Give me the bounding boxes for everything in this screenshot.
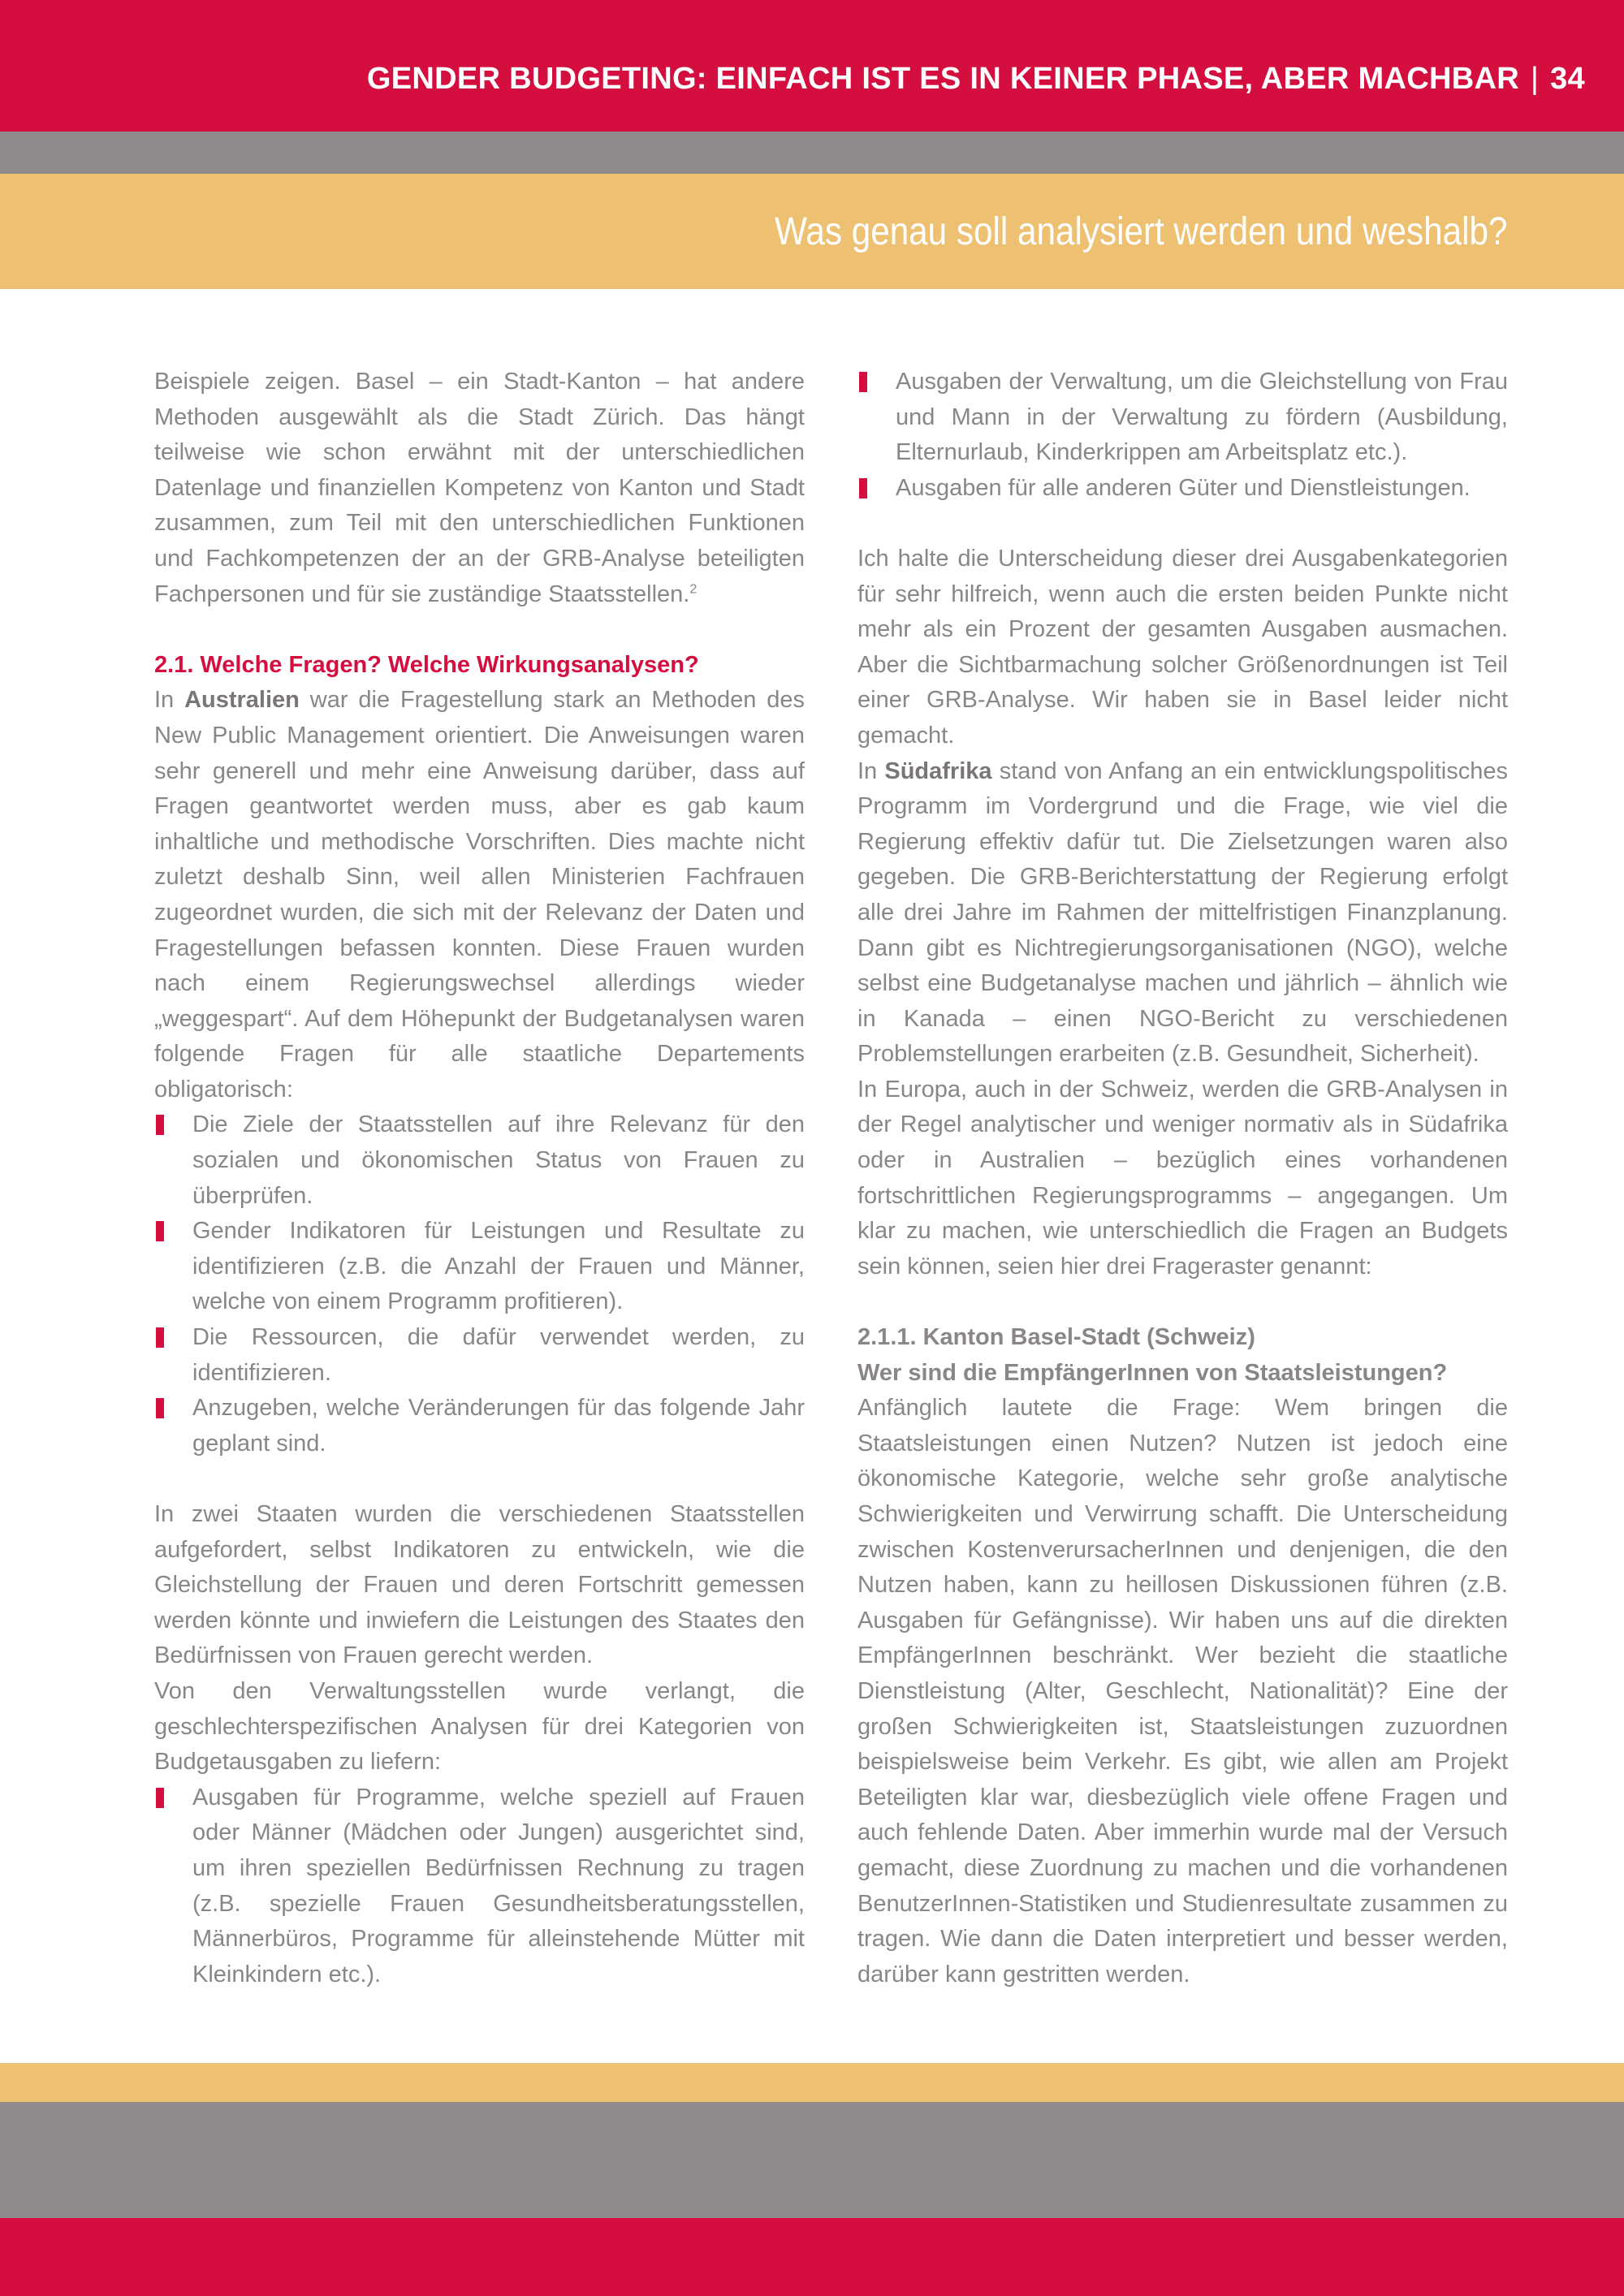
- header-gray-band: [0, 132, 1624, 174]
- section-heading-2-1: 2.1. Welche Fragen? Welche Wirkungsanalysen?: [154, 651, 699, 678]
- running-header-title: GENDER BUDGETING: EINFACH IST ES IN KEINER PHASE, ABER MACHBAR: [366, 62, 1519, 96]
- section-title: Was genau soll analysiert werden und weshalb?: [774, 210, 1507, 253]
- left-column: [154, 365, 805, 1992]
- list-item: Anzugeben, welche Veränderungen für das folgende Jahr geplant sind.: [154, 1391, 805, 1461]
- south-africa-bold: Südafrika: [884, 757, 992, 784]
- subsection-heading-basel: 2.1.1. Kanton Basel-Stadt (Schweiz): [857, 1324, 1255, 1351]
- footer-gray-band: [0, 2102, 1624, 2218]
- australia-paragraph: In Australien war die Fragestellung stark an Methoden des New Public Management orientiert. Die Anweisungen waren sehr generell und mehr eine Anweisung darüber, dass auf Fragen geantwortet werden muss, aber es gab kaum inhaltliche und methodische Vorschriften. Dies machte nicht zuletzt deshalb Sinn, weil allen Ministerien Fachfrauen zugeordnet wurden, die sich mit der Relevanz der Daten und Fragestellungen befassen konnten. Diese Frauen wurden nach einem Regierungswechsel allerdings wieder „weggespart“. Auf dem Höhepunkt der Budgetanalysen waren folgende Fragen für alle staatliche Departements obligatorisch:: [154, 687, 805, 1103]
- south-africa-paragraph: In Südafrika stand von Anfang an ein entwicklungspolitisches Programm im Vordergrund und die Frage, wie viel die Regierung effektiv dafür tut. Die Zielsetzungen waren also gegeben. Die GRB-Berichterstattung der Regierung erfolgt alle drei Jahre im Rahmen der mittelfristigen Finanzplanung. Dann gibt es Nichtregierungsorganisationen (NGO), welche selbst eine Budgetanalyse machen und jährlich – ähnlich wie in Kanada – einen NGO-Bericht zu verschiedenen Problemstellungen erarbeiten (z.B. Gesundheit, Sicherheit).: [857, 757, 1508, 1068]
- europe-paragraph: In Europa, auch in der Schweiz, werden die GRB-Analysen in der Regel analytischer und weniger normativ als in Südafrika oder in Australien – bezüglich eines vorhandenen fortschrittlichen Regierungsprogramms – angegangen. Um klar zu machen, wie unterschiedlich die Fragen an Budgets sein können, seien hier drei Frageraster genannt:: [857, 1076, 1508, 1280]
- footer-red-band: [0, 2218, 1624, 2296]
- indicators-paragraph: In zwei Staaten wurden die verschiedenen Staatsstellen aufgefordert, selbst Indikatoren zu entwickeln, wie die Gleichstellung der Frauen und deren Fortschritt gemessen werden könnte und inwiefern die Leistungen des Staates den Bedürfnissen von Frauen gerecht werden.: [154, 1501, 805, 1669]
- list-item: Gender Indikatoren für Leistungen und Resultate zu identifizieren (z.B. die Anzahl der Frauen und Männer, welche von einem Programm profitieren).: [154, 1214, 805, 1320]
- subsection-question-heading: Wer sind die EmpfängerInnen von Staatsleistungen?: [857, 1359, 1448, 1386]
- bullet-marker: [156, 1221, 164, 1241]
- bullet-marker: [156, 1788, 164, 1808]
- australia-question-list: [154, 1107, 805, 1461]
- list-item: Ausgaben der Verwaltung, um die Gleichstellung von Frau und Mann in der Verwaltung zu fördern (Ausbildung, Elternurlaub, Kinderkrippen am Arbeitsplatz etc.).: [857, 365, 1508, 471]
- list-item: Ausgaben für Programme, welche speziell auf Frauen oder Männer (Mädchen oder Jungen) ausgerichtet sind, um ihren speziellen Bedürfnissen Rechnung zu tragen (z.B. spezielle Frauen Gesundheitsberatungsstellen, Männerbüros, Programme für alleinstehende Mütter mit Kleinkindern etc.).: [154, 1780, 805, 1993]
- bullet-marker: [156, 1115, 164, 1135]
- list-item: Die Ressourcen, die dafür verwendet werden, zu identifizieren.: [154, 1320, 805, 1391]
- header-separator: |: [1530, 62, 1540, 96]
- australia-bold: Australien: [184, 687, 300, 714]
- budget-category-list: [154, 1780, 805, 1993]
- bullet-marker: [156, 1327, 164, 1348]
- budget-category-list-continued: [857, 365, 1508, 506]
- bullet-marker: [859, 372, 867, 392]
- categories-evaluation-paragraph: Ich halte die Unterscheidung dieser drei Ausgabenkategorien für sehr hilfreich, wenn auch die ersten beiden Punkte nicht mehr als ein Prozent der gesamten Ausgaben ausmachen. Aber die Sichtbarmachung solcher Größenordnungen ist Teil einer GRB-Analyse. Wir haben sie in Basel leider nicht gemacht.: [857, 545, 1508, 749]
- bullet-marker: [156, 1398, 164, 1418]
- categories-paragraph: Von den Verwaltungsstellen wurde verlangt, die geschlechterspezifischen Analysen für drei Kategorien von Budgetausgaben zu liefern:: [154, 1677, 805, 1776]
- page-number: 34: [1550, 62, 1585, 96]
- recipients-paragraph: Anfänglich lautete die Frage: Wem bringen die Staatsleistungen einen Nutzen? Nutzen ist jedoch eine ökonomische Kategorie, welche sehr große analytische Schwierigkeiten und Verwirrung schafft. Die Unterscheidung zwischen KostenverursacherInnen und denjenigen, die den Nutzen haben, kann zu heillosen Diskussionen führen (z.B. Ausgaben für Gefängnisse). Wir haben uns auf die direkten EmpfängerInnen beschränkt. Wer bezieht die staatliche Dienstleistung (Alter, Geschlecht, Nationalität)? Eine der großen Schwierigkeiten ist, Staatsleistungen zuzuordnen beispielsweise beim Verkehr. Es gibt, wie allen am Projekt Beteiligten klar war, diesbezüglich viele offene Fragen und auch fehlende Daten. Aber immerhin wurde mal der Versuch gemacht, diese Zuordnung zu machen und die vorhandenen BenutzerInnen-Statistiken und Studienresultate zusammen zu tragen. Wie dann die Daten interpretiert und besser werden, darüber kann gestritten werden.: [857, 1395, 1508, 1987]
- footnote-marker: 2: [689, 581, 698, 596]
- running-header: [367, 62, 1585, 97]
- list-item: Die Ziele der Staatsstellen auf ihre Relevanz für den sozialen und ökonomischen Status von Frauen zu überprüfen.: [154, 1107, 805, 1214]
- bullet-marker: [859, 478, 867, 498]
- footer-yellow-band: [0, 2063, 1624, 2102]
- list-item: Ausgaben für alle anderen Güter und Dienstleistungen.: [857, 471, 1508, 507]
- intro-paragraph: Beispiele zeigen. Basel – ein Stadt-Kanton – hat andere Methoden ausgewählt als die Stadt Zürich. Das hängt teilweise wie schon erwähnt mit der unterschiedlichen Datenlage und finanziellen Kompetenz von Kanton und Stadt zusammen, zum Teil mit den unterschiedlichen Funktionen und Fachkompetenzen der an der GRB-Analyse beteiligten Fachpersonen und für sie zuständige Staatsstellen.$^2$: [154, 369, 805, 607]
- right-column: [857, 365, 1508, 1992]
